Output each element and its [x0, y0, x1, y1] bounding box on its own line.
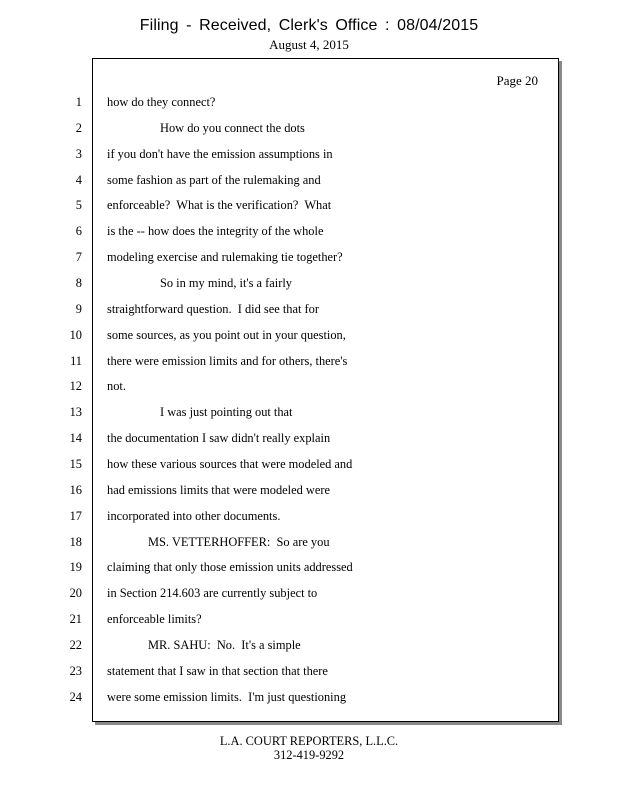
line-text: in Section 214.603 are currently subject to: [107, 586, 318, 601]
transcript-line: [0, 276, 618, 294]
header-date: August 4, 2015: [269, 37, 349, 52]
line-number: 10: [69, 327, 82, 342]
transcript-line: [0, 560, 618, 578]
line-text: there were emission limits and for others, there's: [107, 353, 348, 368]
line-number: 12: [69, 379, 82, 394]
line-text: statement that I saw in that section that there: [107, 663, 328, 678]
transcript-line: [0, 224, 618, 242]
line-number: 17: [69, 508, 82, 523]
transcript-line: [0, 250, 618, 268]
transcript-line: [0, 198, 618, 216]
line-text: how these various sources that were modeled and: [107, 456, 353, 471]
line-text: is the -- how does the integrity of the whole: [107, 224, 324, 239]
transcript-line: [0, 612, 618, 630]
line-text: incorporated into other documents.: [107, 508, 281, 523]
line-number: 11: [70, 353, 82, 368]
transcript-line: [0, 173, 618, 191]
line-text: modeling exercise and rulemaking tie together?: [107, 250, 343, 265]
transcript-line: [0, 509, 618, 527]
line-text: I was just pointing out that: [160, 405, 293, 420]
line-number: 5: [75, 198, 82, 213]
line-text: MS. VETTERHOFFER: So are you: [148, 534, 330, 549]
line-number: 8: [75, 276, 82, 290]
line-number: 4: [75, 172, 82, 187]
transcript-line: [0, 483, 618, 501]
line-text: not.: [107, 379, 126, 394]
transcript-line: [0, 95, 618, 113]
footer-phone: 312-419-9292: [273, 748, 345, 762]
transcript-line: [0, 379, 618, 397]
line-number: 19: [69, 560, 82, 575]
line-number: 18: [69, 534, 82, 549]
transcript-line: [0, 535, 618, 553]
line-text: enforceable? What is the verification? What: [107, 198, 332, 213]
line-text: had emissions limits that were modeled were: [107, 482, 330, 497]
transcript-line: [0, 457, 618, 475]
line-text: some sources, as you point out in your question,: [107, 327, 346, 342]
transcript-line: [0, 147, 618, 165]
line-text: straightforward question. I did see that for: [107, 301, 319, 316]
line-text: enforceable limits?: [107, 612, 202, 626]
line-number: 21: [69, 612, 82, 626]
line-number: 6: [75, 224, 82, 239]
line-number: 7: [75, 250, 82, 265]
transcript-line: [0, 664, 618, 682]
line-number: 22: [69, 637, 82, 652]
line-text: So in my mind, it's a fairly: [160, 276, 292, 290]
line-number: 2: [75, 120, 82, 135]
line-text: if you don't have the emission assumptions in: [107, 146, 333, 161]
transcript-line: [0, 638, 618, 656]
transcript-line: [0, 586, 618, 604]
line-number: 14: [69, 431, 82, 446]
transcript-line: [0, 354, 618, 372]
page-number: Page 20: [496, 73, 538, 88]
footer-company: L.A. COURT REPORTERS, L.L.C.: [219, 734, 399, 748]
line-text: MR. SAHU: No. It's a simple: [148, 637, 301, 652]
line-number: 16: [69, 482, 82, 497]
line-number: 24: [69, 689, 82, 704]
line-text: How do you connect the dots: [160, 120, 305, 135]
transcript-line: [0, 405, 618, 423]
line-number: 23: [69, 663, 82, 678]
line-text: were some emission limits. I'm just questioning: [107, 689, 347, 704]
line-number: 20: [69, 586, 82, 601]
line-number: 3: [75, 146, 82, 161]
line-number: 13: [69, 405, 82, 420]
filing-stamp: Filing - Received, Clerk's Office : 08/04/2015: [139, 17, 479, 34]
line-text: how do they connect?: [107, 95, 216, 109]
line-text: the documentation I saw didn't really explain: [107, 431, 331, 446]
line-text: some fashion as part of the rulemaking and: [107, 172, 321, 187]
transcript-line: [0, 302, 618, 320]
line-text: claiming that only those emission units addressed: [107, 560, 353, 575]
line-number: 1: [75, 95, 82, 109]
line-number: 15: [69, 456, 82, 471]
transcript-line: [0, 690, 618, 708]
transcript-line: [0, 121, 618, 139]
line-number: 9: [75, 301, 82, 316]
transcript-line: [0, 328, 618, 346]
transcript-line: [0, 431, 618, 449]
